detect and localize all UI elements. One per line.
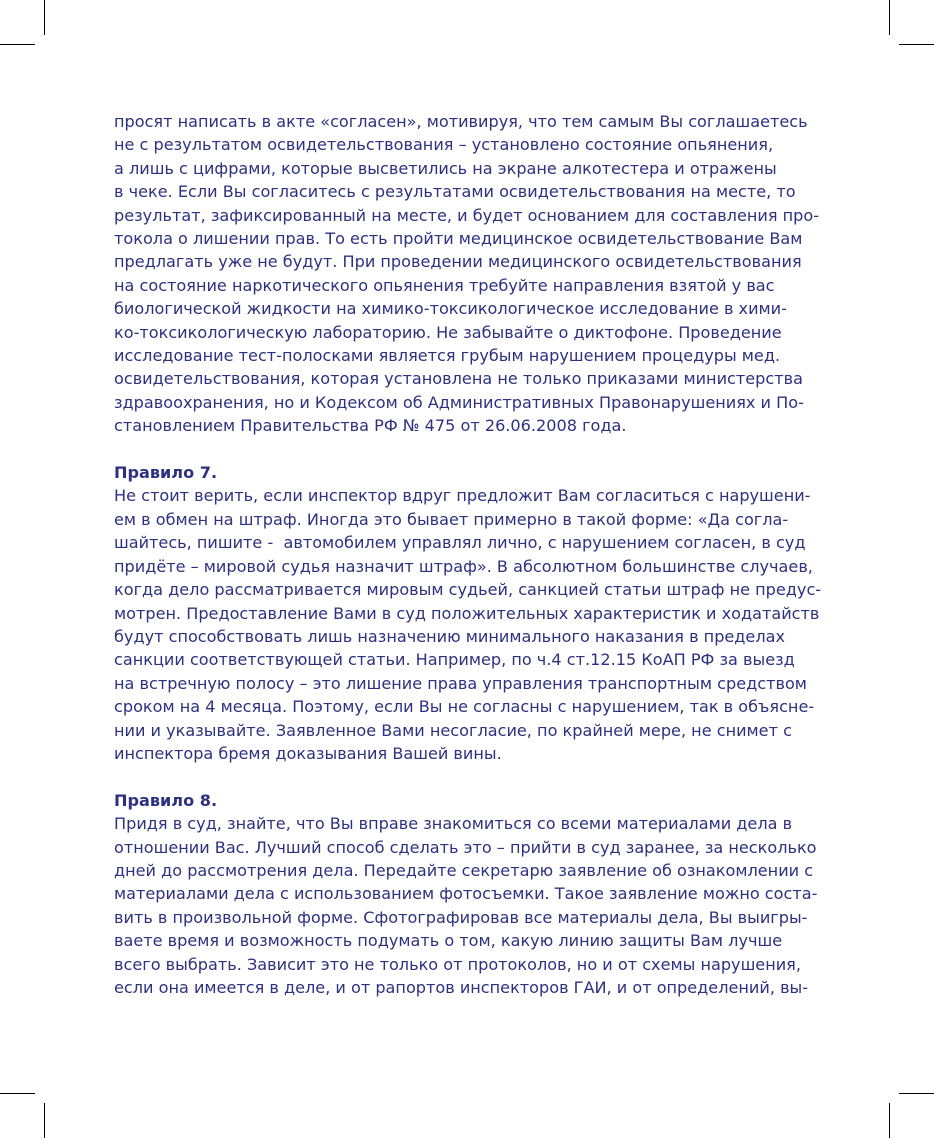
text-line: санкции соответствующей статьи. Например, по ч.4 ст.12.15 КоАП РФ за выезд: [114, 650, 795, 670]
crop-mark: [899, 1093, 934, 1094]
text-line: всего выбрать. Зависит это не только от протоколов, но и от схемы нарушения,: [114, 954, 801, 974]
crop-mark: [44, 1103, 45, 1138]
text-line: здравоохранения, но и Кодексом об Административных Правонарушениях и По-: [114, 392, 804, 412]
text-line: токола о лишении прав. То есть пройти медицинское освидетельствование Вам: [114, 229, 803, 249]
text-line: на встречную полосу – это лишение права управления транспортным средством: [114, 673, 807, 693]
text-line: дней до рассмотрения дела. Передайте секретарю заявление об ознакомлении с: [114, 860, 814, 880]
crop-mark: [889, 0, 890, 35]
crop-mark: [44, 0, 45, 35]
text-line: мотрен. Предоставление Вами в суд положительных характеристик и ходатайств: [114, 603, 820, 623]
intro-paragraph: [114, 110, 834, 438]
text-line: Придя в суд, знайте, что Вы вправе знакомиться со всеми материалами дела в: [114, 814, 793, 834]
rule-7-heading: Правило 7.: [114, 463, 218, 483]
text-line: просят написать в акте «согласен», мотивируя, что тем самым Вы соглашаетесь: [114, 112, 808, 131]
text-line: ко-токсикологическую лабораторию. Не забывайте о диктофоне. Проведение: [114, 322, 782, 342]
text-line: будут способствовать лишь назначению минимального наказания в пределах: [114, 626, 786, 646]
text-line: отношении Вас. Лучший способ сделать это – прийти в суд заранее, за несколько: [114, 837, 817, 857]
text-line: предлагать уже не будут. При проведении медицинского освидетельствования: [114, 252, 802, 272]
text-line: исследование тест-полосками является грубым нарушением процедуры мед.: [114, 346, 781, 366]
text-line: вить в произвольной форме. Сфотографировав все материалы дела, Вы выигры-: [114, 907, 808, 927]
crop-mark: [0, 1093, 35, 1094]
text-line: не с результатом освидетельствования – установлено состояние опьянения,: [114, 135, 774, 155]
text-line: Не стоит верить, если инспектор вдруг предложит Вам согласиться с нарушени-: [114, 486, 811, 506]
text-line: а лишь с цифрами, которые высветились на экране алкотестера и отражены: [114, 158, 777, 178]
text-line: инспектора бремя доказывания Вашей вины.: [114, 743, 502, 763]
text-line: результат, зафиксированный на месте, и будет основанием для составления про-: [114, 205, 820, 225]
text-line: ваете время и возможность подумать о том, какую линию защиты Вам лучше: [114, 931, 783, 951]
text-line: освидетельствования, которая установлена не только приказами министерства: [114, 369, 803, 389]
text-line: материалами дела с использованием фотосъемки. Такое заявление можно соста-: [114, 884, 818, 904]
text-line: придёте – мировой судья назначит штраф». В абсолютном большинстве случаев,: [114, 556, 813, 576]
rule-7-section: [114, 461, 834, 765]
text-line: когда дело рассматривается мировым судьей, санкцией статьи штраф не предус-: [114, 580, 822, 600]
crop-mark: [889, 1103, 890, 1138]
crop-mark: [899, 44, 934, 45]
rule-8-section: [114, 789, 834, 1000]
text-line: на состояние наркотического опьянения требуйте направления взятой у вас: [114, 275, 775, 295]
document-body: [114, 110, 834, 999]
text-line: сроком на 4 месяца. Поэтому, если Вы не согласны с нарушением, так в объясне-: [114, 697, 815, 717]
text-line: нии и указывайте. Заявленное Вами несогласие, по крайней мере, не снимет с: [114, 720, 792, 740]
crop-mark: [0, 44, 35, 45]
rule-8-heading: Правило 8.: [114, 790, 218, 810]
text-line: если она имеется в деле, и от рапортов инспекторов ГАИ, и от определений, вы-: [114, 978, 809, 997]
text-line: шайтесь, пишите - автомобилем управлял лично, с нарушением согласен, в суд: [114, 533, 806, 553]
text-line: в чеке. Если Вы согласитесь с результатами освидетельствования на месте, то: [114, 182, 796, 202]
text-line: биологической жидкости на химико-токсикологическое исследование в хими-: [114, 299, 787, 319]
text-line: ем в обмен на штраф. Иногда это бывает примерно в такой форме: «Да согла-: [114, 509, 789, 529]
text-line: становлением Правительства РФ № 475 от 26.06.2008 года.: [114, 416, 627, 436]
